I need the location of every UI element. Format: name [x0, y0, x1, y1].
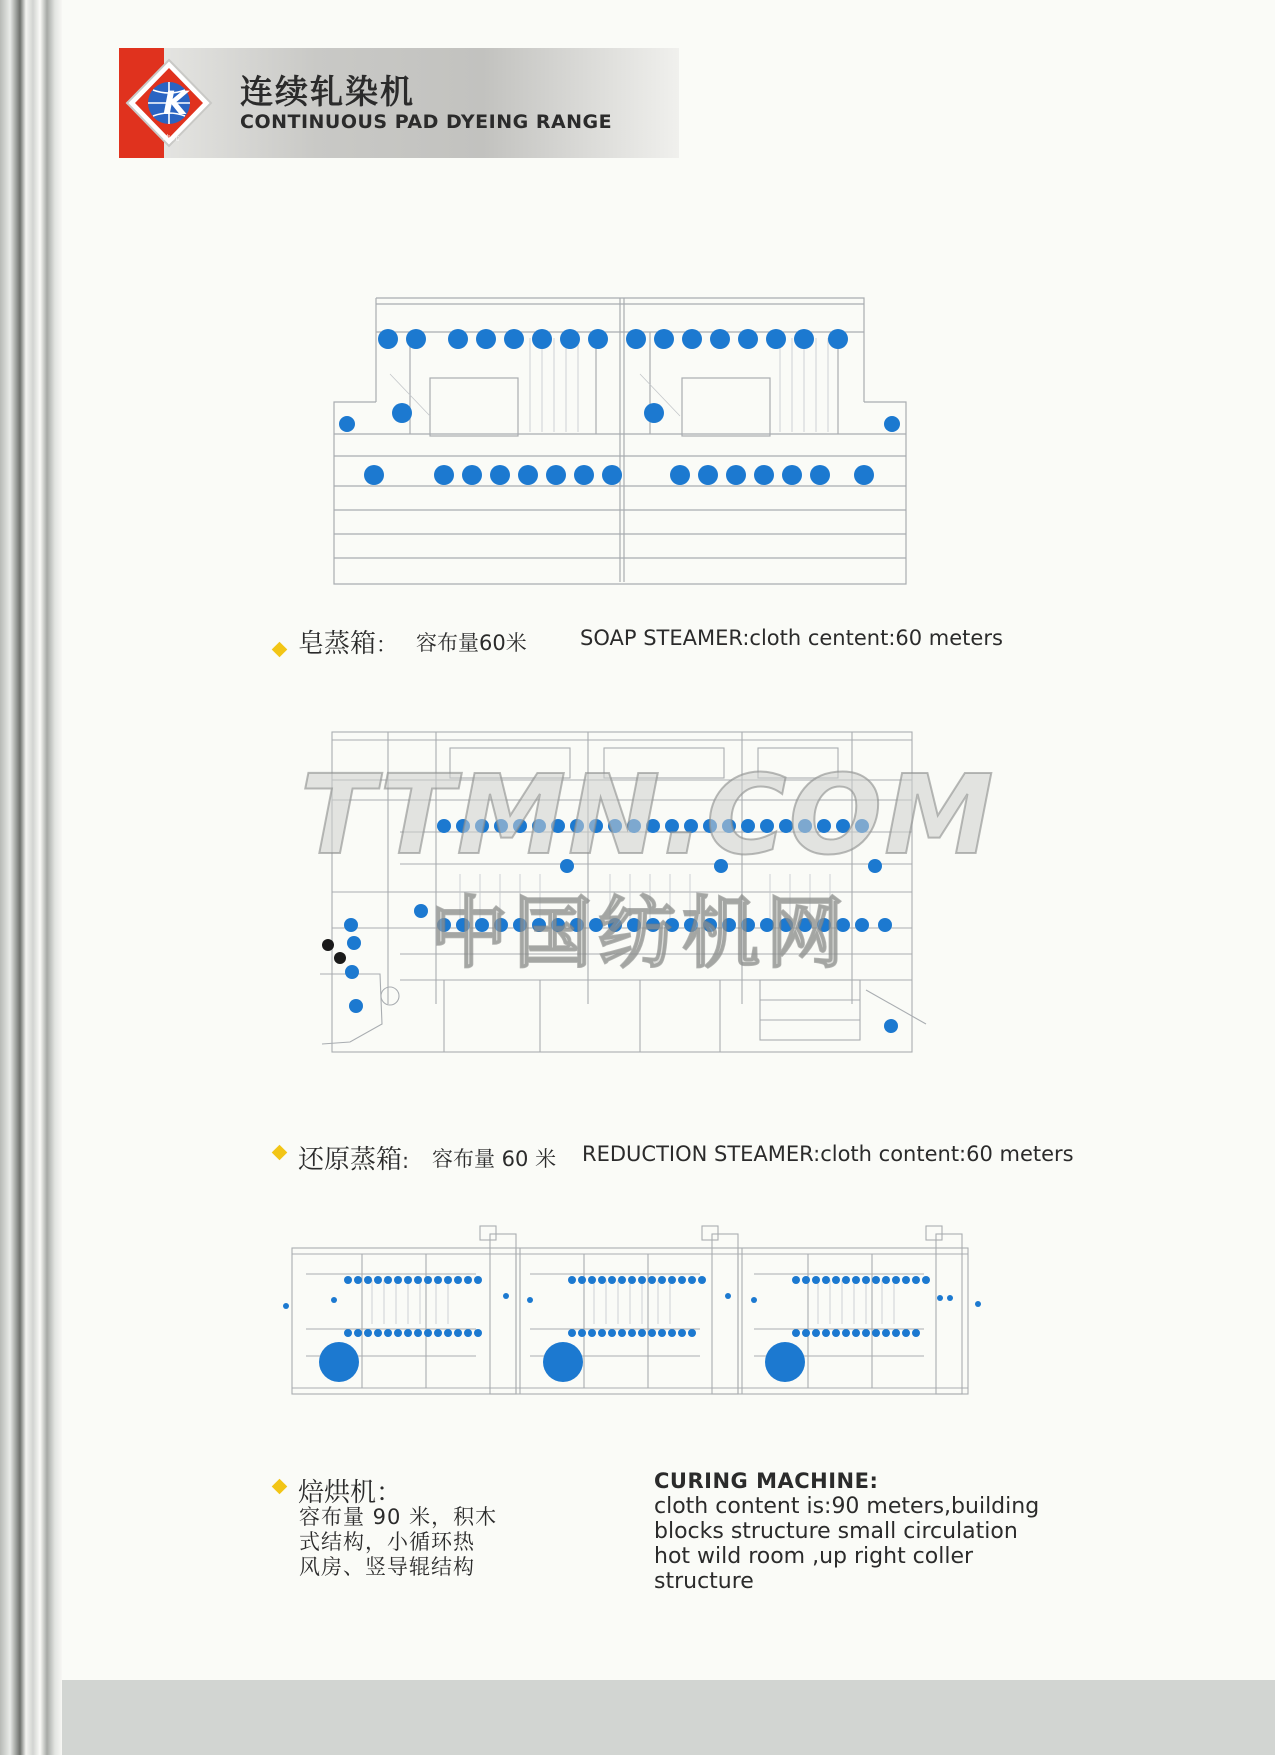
page-title-en: CONTINUOUS PAD DYEING RANGE	[240, 111, 613, 133]
reduction-steamer-desc-en: REDUCTION STEAMER:cloth content:60 meters	[582, 1142, 1074, 1166]
curing-cn-line-3: 风房、竖导辊结构	[299, 1555, 475, 1579]
page-title-cn: 连续轧染机	[240, 72, 415, 111]
curing-machine-drawing	[276, 1214, 996, 1404]
curing-en-line-2: blocks structure small circulation	[654, 1519, 1018, 1544]
watermark-text-en: TTMN.COM	[300, 751, 996, 879]
watermark-text-cn: 中国纺机网	[430, 889, 851, 979]
curing-cn-line-1: 容布量 90 米，积木	[299, 1505, 498, 1529]
curing-en-line-3: hot wild room ,up right coller	[654, 1544, 974, 1569]
soap-steamer-name-cn: 皂蒸箱：	[298, 629, 398, 659]
soap-steamer-capacity-cn: 容布量60米	[416, 631, 527, 655]
company-logo	[119, 48, 219, 158]
curing-machine-name-cn: 焙烘机：	[298, 1478, 403, 1508]
page-bottom-edge	[62, 1680, 1275, 1755]
curing-machine-desc-en	[654, 1469, 1039, 1594]
curing-machine-title-en: CURING MACHINE:	[654, 1469, 879, 1493]
reduction-steamer-name-cn: 还原蒸箱:	[298, 1145, 410, 1175]
curing-cn-line-2: 式结构，小循环热	[299, 1530, 475, 1554]
svg-text:坤 元: 坤 元	[163, 134, 180, 142]
soap-steamer-drawing	[330, 292, 930, 592]
curing-en-line-1: cloth content is:90 meters,building	[654, 1494, 1040, 1519]
reduction-steamer-capacity-cn: 容布量 60 米	[432, 1147, 557, 1171]
reduction-steamer-drawing	[310, 724, 940, 1064]
book-binding-edge	[0, 0, 62, 1755]
svg-text:K: K	[163, 84, 188, 122]
curing-en-line-4: structure	[654, 1569, 754, 1594]
soap-steamer-desc-en: SOAP STEAMER:cloth centent:60 meters	[580, 626, 1003, 650]
curing-machine-desc-cn	[299, 1505, 497, 1580]
